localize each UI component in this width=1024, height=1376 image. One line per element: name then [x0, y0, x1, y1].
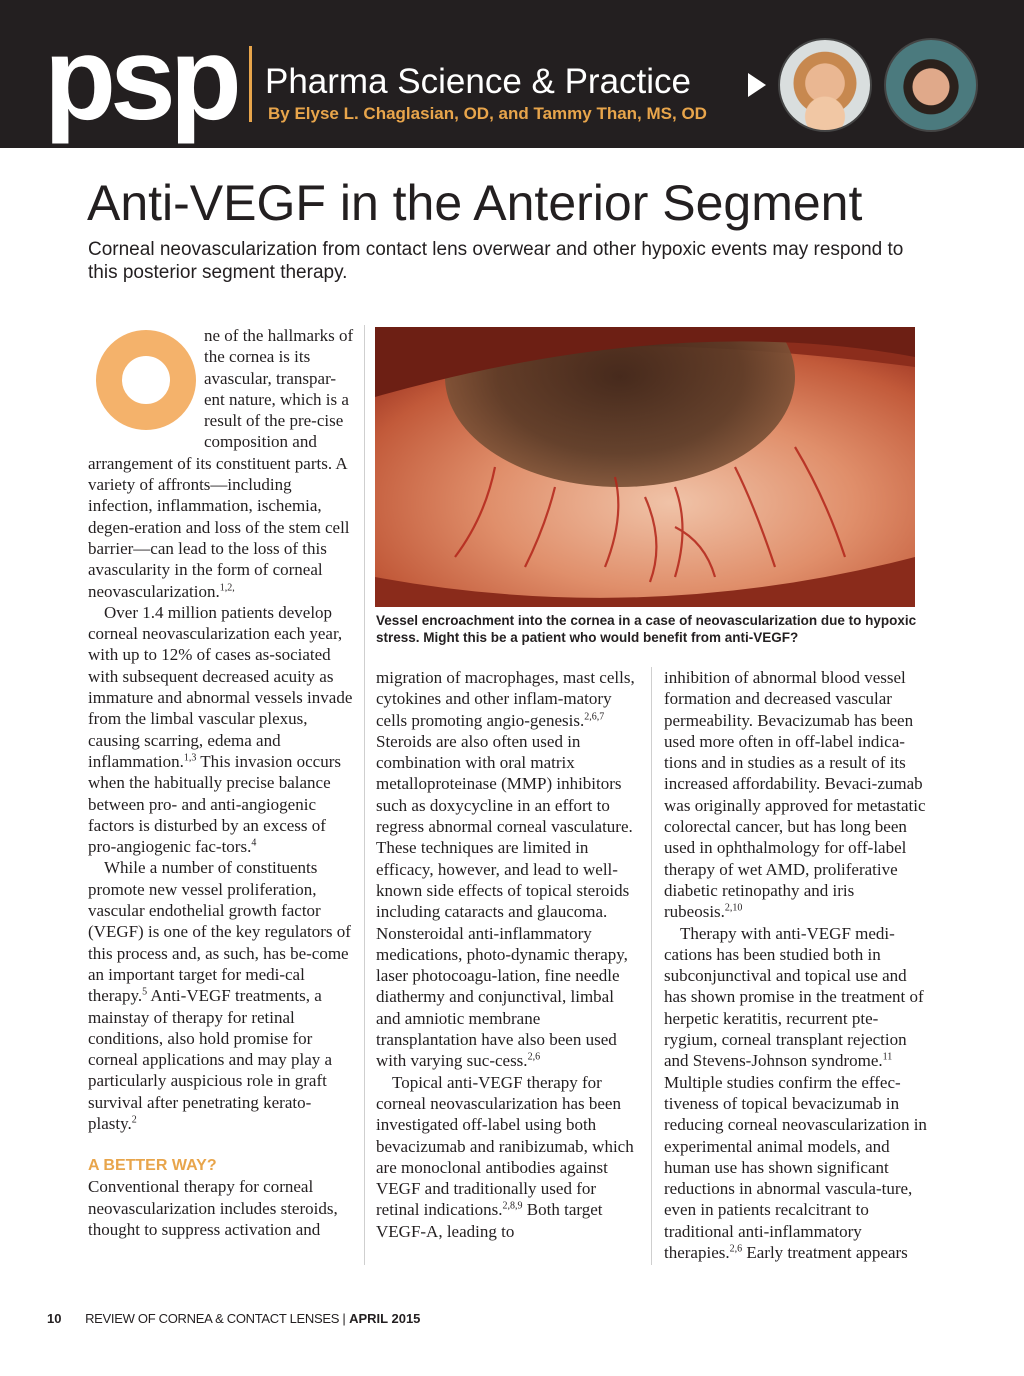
page-footer [47, 1311, 420, 1326]
paragraph: While a number of constituents promote new vessel proliferation, vascular endothelial growth factor (VEGF) is one of the key regulators of this process and, as such, has be-come an important target for medi-cal therapy.$^5$ Anti-VEGF treatments, a mainstay of therapy for retinal conditions, also hold promise for corneal applications and may play a particularly auspicious role in graft survival after penetrating kerato-plasty.$^2$ [88, 858, 351, 1133]
column-divider [651, 667, 652, 1265]
paragraph: Over 1.4 million patients develop corneal neovascularization each year, with up to 12% of cases as-sociated with subsequent decreased acuity as immature and abnormal vessels invade from the limbal vascular plexus, causing scarring, edema and inflammation.$^{1,3}$ This invasion occurs when the habitually precise balance between pro- and anti-angiogenic factors is disturbed by an excess of pro-angiogenic fac-tors.$^4$ [88, 602, 353, 857]
byline: By Elyse L. Chaglasian, OD, and Tammy Than, MS, OD [268, 104, 707, 123]
reference: 11 [882, 1051, 893, 1063]
paragraph: ne of the hallmarks of the cornea is its avascular, transpar-ent nature, which is a result of the pre-cise composition and arrangement of its constituent parts. A variety of affronts—including infection, inflammation, ischemia, degen-eration and loss of the stem cell barrier—can lead to the loss of this avascularity in the form of corneal neovascularization.$^{1,2,}$ [88, 326, 354, 601]
reference: 2,6 [527, 1051, 541, 1063]
eye-photo [375, 327, 915, 607]
play-arrow-icon [748, 73, 766, 97]
reference: 4 [251, 837, 257, 849]
reference: 2,10 [724, 902, 743, 914]
paragraph: Conventional therapy for corneal neovascularization includes steroids, thought to suppress activation and [88, 1177, 338, 1239]
page-number: 10 [47, 1311, 62, 1326]
article-deck: Corneal neovascularization from contact lens overwear and other hypoxic events may respond to this posterior segment therapy. [88, 239, 904, 283]
reference: 2,6,7 [584, 710, 605, 722]
photo-caption: Vessel encroachment into the cornea in a case of neovascularization due to hypoxic stress. Might this be a patient who would benefit from anti-VEGF? [376, 613, 917, 645]
reference: 2,8,9 [502, 1200, 523, 1212]
psp-logo: psp [44, 13, 236, 145]
reference: 1,2, [219, 581, 235, 593]
author-photo-chaglasian [778, 38, 872, 132]
text-column-2 [376, 667, 640, 1242]
author-photo-than [884, 38, 978, 132]
journal-name: REVIEW OF CORNEA & CONTACT LENSES | [85, 1311, 346, 1326]
header-divider [249, 46, 252, 122]
section-title: Pharma Science & Practice [265, 62, 692, 101]
text-column-1 [88, 325, 356, 1240]
reference: 5 [142, 986, 148, 998]
paragraph: Topical anti-VEGF therapy for corneal neovascularization has been investigated off-label using both bevacizumab and ranibizumab, which are monoclonal antibodies against VEGF and traditionally used for retinal indications.$^{2,8,9}$ Both target VEGF-A, leading to [376, 1072, 634, 1241]
reference: 1,3 [183, 752, 197, 764]
reference: 2,6 [729, 1243, 743, 1255]
header-banner [0, 0, 1024, 148]
issue-date: APRIL 2015 [349, 1311, 421, 1326]
dropcap [94, 328, 196, 432]
paragraph: migration of macrophages, mast cells, cytokines and other inflam-matory cells promoting angio-genesis.$^{2,6,7}$ Steroids are also often used in combination with oral matrix metalloproteinase (MMP) inhibitors such as doxycycline in an effort to regress abnormal corneal vasculature. These techniques are limited in efficacy, however, and lead to well-known side effects of topical steroids including cataracts and glaucoma. Nonsteroidal anti-inflammatory medications, photo-dynamic therapy, laser photocoagu-lation, fine needle diathermy and conjunctival, limbal and amniotic membrane transplantation have also been used with varying suc-cess.$^{2,6}$ [376, 668, 635, 1071]
paragraph: inhibition of abnormal blood vessel formation and decreased vascular permeability. Bevacizumab has been used more often in off-label indica-tions and in studies as a result of its increased affordability. Bevaci-zumab was originally approved for metastatic colorectal cancer, but has long been used in ophthalmology for off-label therapy of wet AMD, proliferative diabetic retinopathy and iris rubeosis.$^{2,10}$ [664, 668, 926, 922]
eye-image [375, 327, 915, 607]
reference: 2 [131, 1114, 137, 1126]
article-headline: Anti-VEGF in the Anterior Segment [87, 175, 863, 231]
column-divider [364, 325, 365, 1265]
text-column-3 [664, 667, 930, 1263]
paragraph: Therapy with anti-VEGF medi-cations has been studied both in subconjunctival and topical use and has shown promise in the treatment of herpetic keratitis, recurrent pte-rygium, corneal transplant rejection and Stevens-Johnson syndrome.$^{11}$ Multiple studies confirm the effec-tiveness of topical bevacizumab in reducing corneal neovascularization in experimental animal models, and human use has shown significant reductions in abnormal vascula-ture, even in patients recalcitrant to traditional anti-inflammatory therapies.$^{2,6}$ Early treatment appears [664, 923, 927, 1263]
subhead: A BETTER WAY? [88, 1157, 217, 1175]
